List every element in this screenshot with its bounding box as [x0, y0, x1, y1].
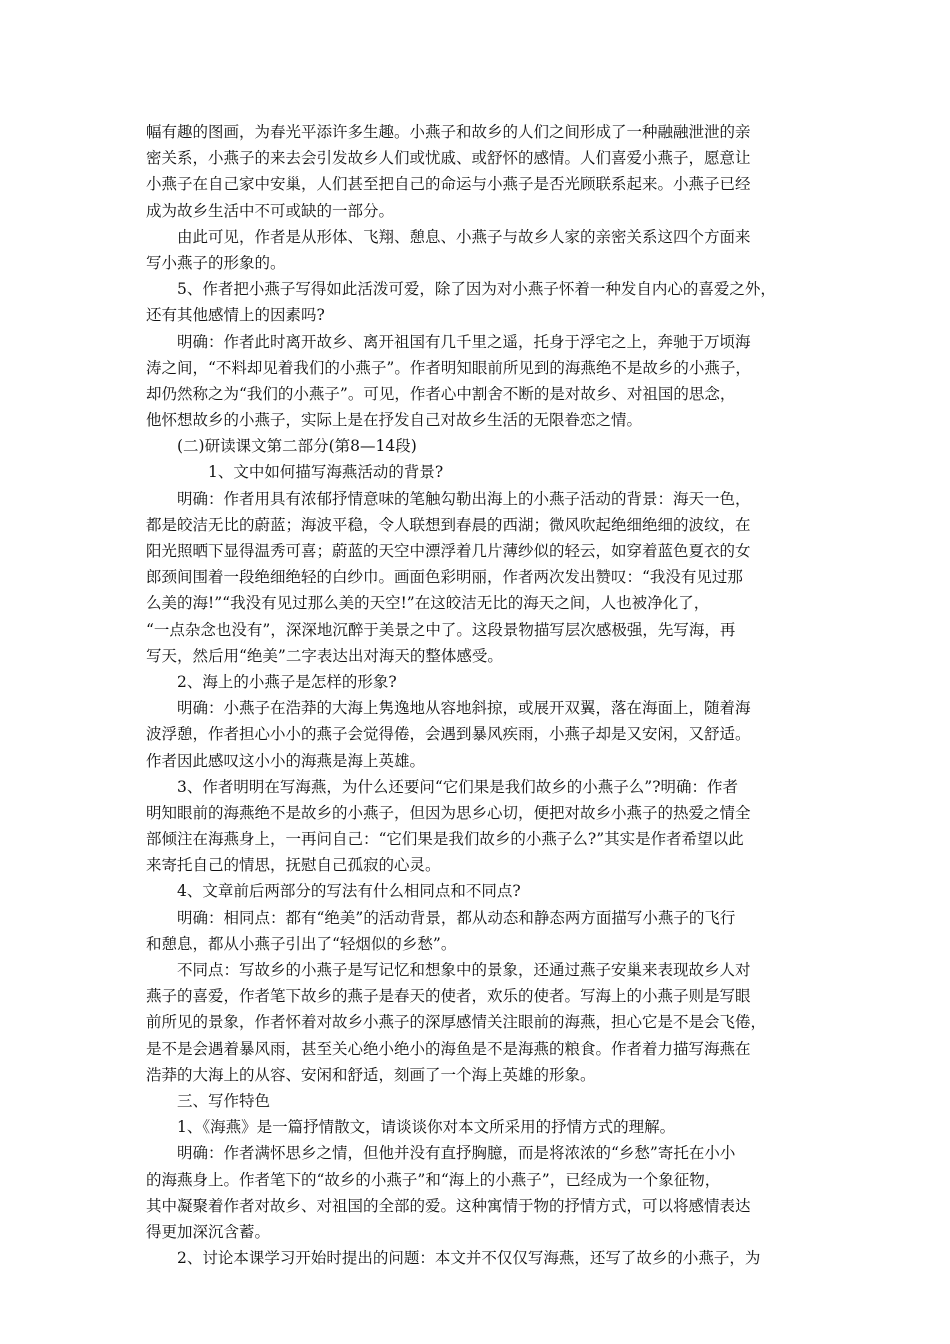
text-line: 1、《海燕》是一篇抒情散文，请谈谈你对本文所采用的抒情方式的理解。 — [177, 1118, 676, 1137]
document-page — [146, 119, 814, 1271]
text-line: 明确：作者此时离开故乡、离开祖国有几千里之遥，托身于浮宅之上，奔驰于万顷海 — [177, 332, 751, 351]
text-line: 小燕子在自己家中安巢，人们甚至把自己的命运与小燕子是否光顾联系起来。小燕子已经 — [146, 175, 751, 194]
text-line: 其中凝聚着作者对故乡、对祖国的全部的爱。这种寓情于物的抒情方式，可以将感情表达 — [146, 1196, 751, 1215]
text-line: 作者因此感叹这小小的海燕是海上英雄。 — [146, 751, 426, 770]
text-line: 都是皎洁无比的蔚蓝；海波平稳，令人联想到春晨的西湖；微风吹起绝细绝细的波纹，在 — [146, 515, 751, 534]
text-line: 明确：小燕子在浩莽的大海上隽逸地从容地斜掠，或展开双翼，落在海面上，随着海 — [177, 699, 751, 718]
text-line: 他怀想故乡的小燕子，实际上是在抒发自己对故乡生活的无限眷恋之情。 — [146, 411, 643, 430]
text-line: 来寄托自己的情思，抚慰自己孤寂的心灵。 — [146, 856, 441, 875]
text-line: 写天，然后用“绝美”二字表达出对海天的整体感受。 — [146, 646, 503, 665]
text-line: 还有其他感情上的因素吗? — [146, 306, 325, 325]
text-line: 却仍然称之为“我们的小燕子”。可见，作者心中割舍不断的是对故乡、对祖国的思念， — [146, 384, 736, 403]
text-line: 1、文中如何描写海燕活动的背景? — [208, 463, 444, 482]
text-line: 4、文章前后两部分的写法有什么相同点和不同点? — [177, 882, 521, 901]
text-line: 前所见的景象，作者怀着对故乡小燕子的深厚感情关注眼前的海燕，担心它是不是会飞倦， — [146, 1013, 767, 1032]
text-line: 浩莽的大海上的从容、安闲和舒适，刻画了一个海上英雄的形象。 — [146, 1065, 596, 1084]
text-line: 郎颈间围着一段绝细绝轻的白纱巾。画面色彩明丽，作者两次发出赞叹：“我没有见过那 — [146, 568, 743, 587]
text-line: 涛之间，“不料却见着我们的小燕子”。作者明知眼前所见到的海燕绝不是故乡的小燕子， — [146, 358, 751, 377]
text-line: 幅有趣的图画，为春光平添许多生趣。小燕子和故乡的人们之间形成了一种融融泄泄的亲 — [146, 123, 751, 141]
text-line: 2、讨论本课学习开始时提出的问题：本文并不仅仅写海燕，还写了故乡的小燕子，为 — [177, 1249, 761, 1268]
text-line: 写小燕子的形象的。 — [146, 253, 286, 272]
text-line: 成为故乡生活中不可或缺的一部分。 — [146, 201, 395, 220]
text-line: 燕子的喜爱，作者笔下故乡的燕子是春天的使者，欢乐的使者。写海上的小燕子则是写眼 — [146, 987, 751, 1006]
text-line: 明确：作者用具有浓郁抒情意味的笔触勾勒出海上的小燕子活动的背景：海天一色， — [177, 489, 751, 508]
text-line: 密关系，小燕子的来去会引发故乡人们或忧戚、或舒怀的感情。人们喜爱小燕子，愿意让 — [146, 149, 751, 168]
text-line: (二)研读课文第二部分(第8—14段) — [177, 437, 417, 456]
text-line: 的海燕身上。作者笔下的“故乡的小燕子”和“海上的小燕子”，已经成为一个象征物， — [146, 1170, 721, 1189]
text-line: 由此可见，作者是从形体、飞翔、憩息、小燕子与故乡人家的亲密关系这四个方面来 — [177, 227, 751, 246]
text-line: 么美的海!”“我没有见过那么美的天空!”在这皎洁无比的海天之间，人也被净化了， — [146, 594, 710, 613]
text-line: 明确：作者满怀思乡之情，但他并没有直抒胸臆，而是将浓浓的“乡愁”寄托在小小 — [177, 1144, 736, 1163]
text-line: 明确：相同点：都有“绝美”的活动背景，都从动态和静态两方面描写小燕子的飞行 — [177, 908, 736, 927]
text-line: “一点杂念也没有”，深深地沉醉于美景之中了。这段景物描写层次感极强，先写海，再 — [146, 620, 736, 639]
text-line: 阳光照晒下显得温秀可喜；蔚蓝的天空中漂浮着几片薄纱似的轻云，如穿着蓝色夏衣的女 — [146, 542, 751, 560]
text-line: 不同点：写故乡的小燕子是写记忆和想象中的景象，还通过燕子安巢来表现故乡人对 — [177, 961, 751, 979]
text-line: 波浮憩，作者担心小小的燕子会觉得倦，会遇到暴风疾雨，小燕子却是又安闲，又舒适。 — [146, 725, 751, 744]
text-line: 5、作者把小燕子写得如此活泼可爱，除了因为对小燕子怀着一种发自内心的喜爱之外， — [177, 280, 776, 299]
text-line: 是不是会遇着暴风雨，甚至关心绝小绝小的海鱼是不是海燕的粮食。作者着力描写海燕在 — [146, 1039, 751, 1058]
text-line: 三、写作特色 — [177, 1091, 271, 1110]
text-line: 2、海上的小燕子是怎样的形象? — [177, 672, 397, 691]
text-line: 得更加深沉含蓄。 — [146, 1222, 271, 1241]
text-line: 和憩息，都从小燕子引出了“轻烟似的乡愁”。 — [146, 934, 457, 953]
text-line: 明知眼前的海燕绝不是故乡的小燕子，但因为思乡心切，便把对故乡小燕子的热爱之情全 — [146, 803, 751, 822]
text-line: 3、作者明明在写海燕，为什么还要问“它们果是我们故乡的小燕子么”?明确：作者 — [177, 777, 739, 796]
text-line: 部倾注在海燕身上，一再问自己：“它们果是我们故乡的小燕子么?”其实是作者希望以此 — [146, 830, 744, 849]
